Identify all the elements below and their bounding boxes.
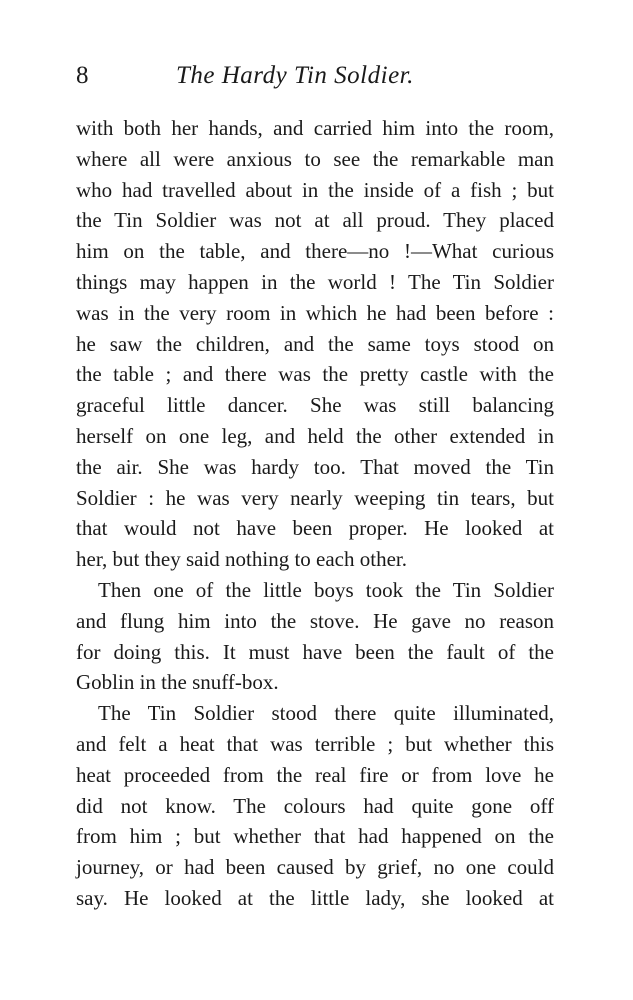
text-line: he saw the children, and the same toys stood on — [76, 331, 554, 356]
page-number: 8 — [76, 62, 89, 89]
text-line: Soldier : he was very nearly weeping tin tears, but — [76, 485, 554, 510]
text-line: Goblin in the snuff-box. — [76, 670, 279, 695]
text-line: was in the very room in which he had been before : — [76, 300, 554, 325]
text-line: her, but they said nothing to each other. — [76, 547, 407, 572]
text-line: herself on one leg, and held the other extended in — [76, 423, 554, 448]
text-line: journey, or had been caused by grief, no one could — [76, 855, 554, 880]
text-line: who had travelled about in the inside of a fish ; but — [76, 177, 554, 202]
text-line: say. He looked at the little lady, she looked at — [76, 885, 554, 910]
text-line: the Tin Soldier was not at all proud. They placed — [76, 208, 554, 233]
text-line: The Tin Soldier stood there quite illuminated, — [98, 701, 554, 726]
text-line: him on the table, and there—no !—What curious — [76, 239, 554, 264]
text-line: and flung him into the stove. He gave no reason — [76, 608, 554, 633]
body-text — [76, 113, 554, 914]
text-line: the table ; and there was the pretty castle with the — [76, 362, 554, 387]
text-line: the air. She was hardy too. That moved the Tin — [76, 454, 554, 479]
text-line: graceful little dancer. She was still balancing — [76, 393, 554, 418]
text-line: with both her hands, and carried him into the room, — [76, 116, 554, 140]
text-line: Then one of the little boys took the Tin Soldier — [98, 577, 554, 602]
text-line: things may happen in the world ! The Tin Soldier — [76, 269, 554, 294]
text-line: from him ; but whether that had happened on the — [76, 824, 554, 849]
text-line: and felt a heat that was terrible ; but whether this — [76, 731, 554, 756]
text-line: heat proceeded from the real fire or from love he — [76, 762, 554, 787]
text-line: did not know. The colours had quite gone off — [76, 793, 554, 818]
text-line: where all were anxious to see the remarkable man — [76, 146, 554, 171]
text-line: for doing this. It must have been the fault of the — [76, 639, 554, 664]
text-line: that would not have been proper. He looked at — [76, 516, 554, 541]
running-title: The Hardy Tin Soldier. — [176, 62, 414, 89]
page-header — [76, 58, 554, 94]
